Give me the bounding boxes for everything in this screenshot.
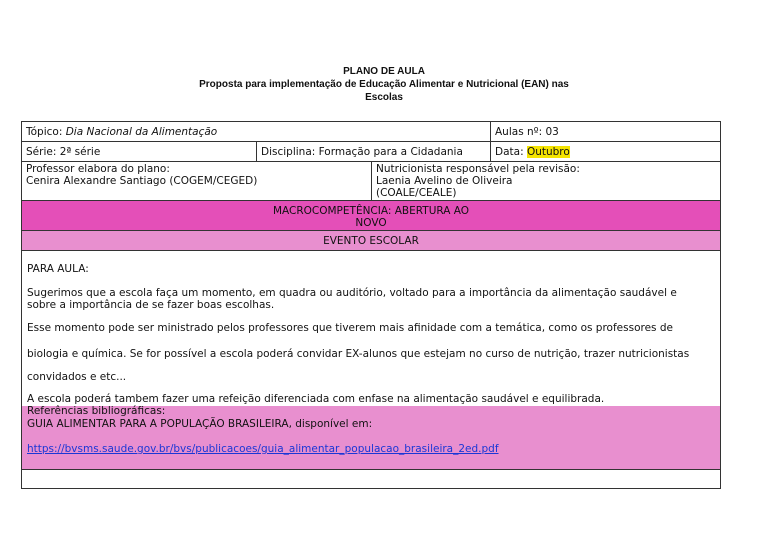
body-heading: PARA AULA: (27, 263, 89, 275)
references-row (22, 406, 720, 470)
nutritionist-name: Laenia Avelino de Oliveira (376, 175, 513, 187)
event-row (22, 231, 720, 251)
discipline-text: Disciplina: Formação para a Cidadania (261, 146, 463, 158)
date-cell (491, 142, 720, 161)
body-paragraph-3: biologia e química. Se for possível a escola poderá convidar EX-alunos que estejam no curso de nutrição, trazer nutricionistas (27, 348, 690, 360)
serie-row (22, 142, 720, 162)
date-label: Data: (495, 146, 524, 158)
topic-label: Tópico: (26, 126, 63, 138)
macrocompetence-line1: MACROCOMPETÊNCIA: ABERTURA AO (272, 205, 470, 217)
discipline-cell (257, 142, 491, 161)
macrocompetence-line2: NOVO (355, 217, 387, 229)
body-paragraph-4: convidados e etc... (27, 371, 127, 383)
document-title: PLANO DE AULA (343, 66, 425, 77)
body-paragraph-1a: Sugerimos que a escola faça um momento, em quadra ou auditório, voltado para a importância da alimentação saudável e (27, 287, 677, 299)
nutritionist-cell (372, 162, 720, 200)
serie-cell (22, 142, 257, 161)
topic-value: Dia Nacional da Alimentação (65, 126, 218, 138)
references-title: Referências bibliográficas: (27, 405, 166, 417)
body-paragraph-2: Esse momento pode ser ministrado pelos professores que tiverem mais afinidade com a temática, como os professores de (27, 322, 673, 334)
date-value: Outubro (526, 146, 570, 158)
teacher-label: Professor elabora do plano: (26, 163, 170, 175)
empty-row (22, 470, 720, 488)
nutritionist-org: (COALE/CEALE) (376, 187, 457, 199)
body-paragraph-5: A escola poderá tambem fazer uma refeição diferenciada com enfase na alimentação saudável e equilibrada. (27, 393, 605, 405)
body-paragraph-1b: sobre a importância de se fazer boas escolhas. (27, 299, 275, 311)
lesson-body (22, 251, 720, 406)
lessons-count: Aulas nº: 03 (495, 126, 559, 138)
document-subtitle-cont: Escolas (365, 92, 403, 103)
macrocompetence-row (22, 201, 720, 231)
references-link[interactable]: https://bvsms.saude.gov.br/bvs/publicacoes/guia_alimentar_populacao_brasileira_2ed.pdf (27, 443, 499, 455)
serie-text: Série: 2ª série (26, 146, 101, 158)
event-title: EVENTO ESCOLAR (323, 235, 419, 247)
teacher-name: Cenira Alexandre Santiago (COGEM/CEGED) (26, 175, 258, 187)
staff-row (22, 162, 720, 201)
topic-cell (22, 122, 491, 141)
teacher-cell (22, 162, 372, 200)
nutritionist-label: Nutricionista responsável pela revisão: (376, 163, 580, 175)
lesson-plan-table (21, 121, 721, 489)
references-source: GUIA ALIMENTAR PARA A POPULAÇÃO BRASILEIRA, disponível em: (27, 418, 373, 430)
lessons-cell (491, 122, 720, 141)
topic-row (22, 122, 720, 142)
document-subtitle: Proposta para implementação de Educação Alimentar e Nutricional (EAN) nas (199, 79, 569, 90)
